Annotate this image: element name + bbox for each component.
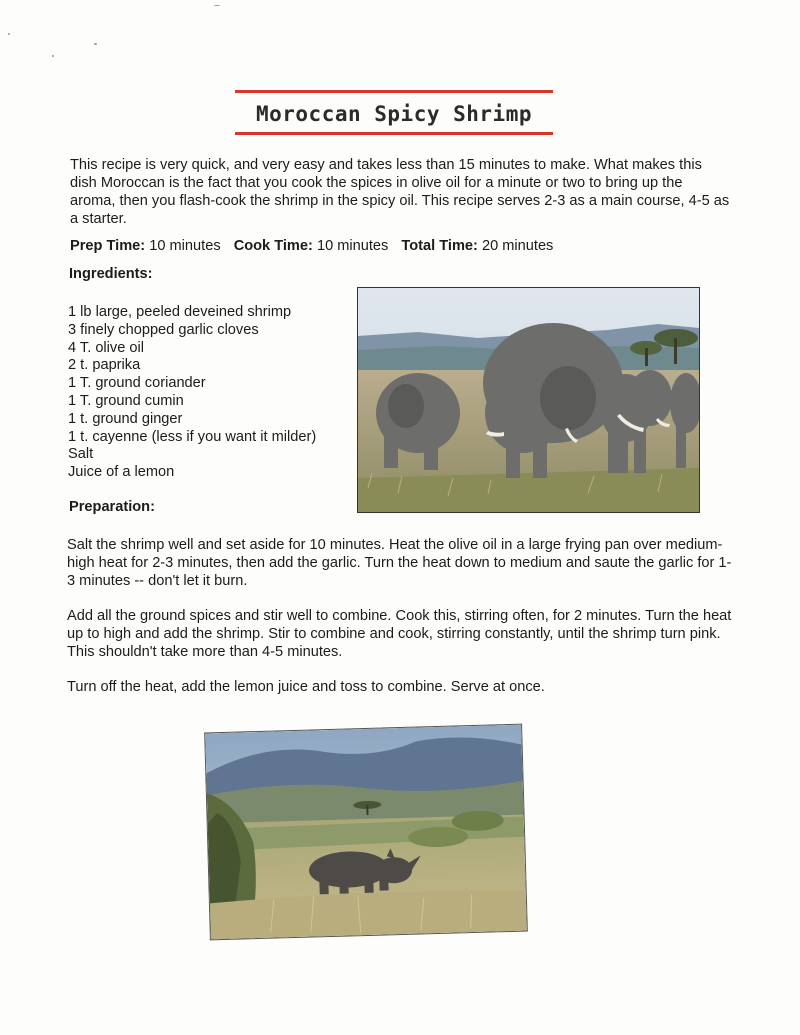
total-time-label: Total Time: <box>401 238 478 254</box>
cook-time-label: Cook Time: <box>233 238 313 254</box>
preparation-step: Turn off the heat, add the lemon juice and toss to combine. Serve at once. <box>67 679 545 695</box>
preparation-step: Add all the ground spices and stir well to combine. Cook this, stirring often, for 2 minutes. Turn the heat up to high and add the shrimp. Stir to combine and cook, stirring constantly, until the shrimp turn pink. This shouldn't take more than 4-5 minutes. <box>67 608 732 660</box>
ingredient-item: Salt <box>68 446 94 463</box>
title-rule-top <box>235 90 553 93</box>
ingredient-item: 1 lb large, peeled deveined shrimp <box>68 304 292 320</box>
page-title: Moroccan Spicy Shrimp <box>255 102 532 126</box>
prep-time-value: 10 minutes <box>149 238 221 254</box>
title-rule-bottom <box>235 132 553 135</box>
ingredient-item: 1 T. ground cumin <box>68 392 184 409</box>
preparation-heading: Preparation: <box>69 499 155 515</box>
intro-paragraph: This recipe is very quick, and very easy and takes less than 15 minutes to make. What makes this dish Moroccan is the fact that you cook the spices in olive oil for a minute or two to bring up the aroma, then you flash-cook the shrimp in the spicy oil. This recipe serves 2-3 as a main course, 4-5 as a starter. <box>70 157 730 227</box>
scan-speck <box>52 55 54 57</box>
ingredients-heading: Ingredients: <box>69 266 153 282</box>
ingredient-item: 1 t. cayenne (less if you want it milder) <box>68 428 317 445</box>
total-time-value: 20 minutes <box>481 238 554 254</box>
elephant-herd-photo <box>357 287 700 513</box>
ingredient-item: 3 finely chopped garlic cloves <box>68 321 259 338</box>
rhino-savanna-illustration <box>205 725 527 940</box>
ingredient-item: 2 t. paprika <box>68 357 141 374</box>
cook-time-value: 10 minutes <box>316 238 389 254</box>
preparation-step: Salt the shrimp well and set aside for 10 minutes. Heat the olive oil in a large frying pan over medium-high heat for 2-3 minutes, then add the garlic. Turn the heat down to medium and saute the garlic for 1-3 minutes -- don't let it burn. <box>67 537 732 589</box>
scan-speck <box>94 43 97 45</box>
ingredient-item: 1 t. ground ginger <box>68 410 183 427</box>
scan-speck <box>214 5 220 6</box>
prep-time-label: Prep Time: <box>70 238 146 254</box>
time-summary <box>70 238 553 254</box>
ingredient-item: Juice of a lemon <box>68 464 175 481</box>
ingredient-item: 1 T. ground coriander <box>68 375 206 392</box>
scan-speck <box>8 33 10 35</box>
title-block <box>235 90 553 135</box>
elephant-herd-illustration <box>358 288 699 512</box>
ingredients-list <box>68 304 316 482</box>
ingredient-item: 4 T. olive oil <box>68 339 144 356</box>
rhino-savanna-photo <box>204 724 528 941</box>
